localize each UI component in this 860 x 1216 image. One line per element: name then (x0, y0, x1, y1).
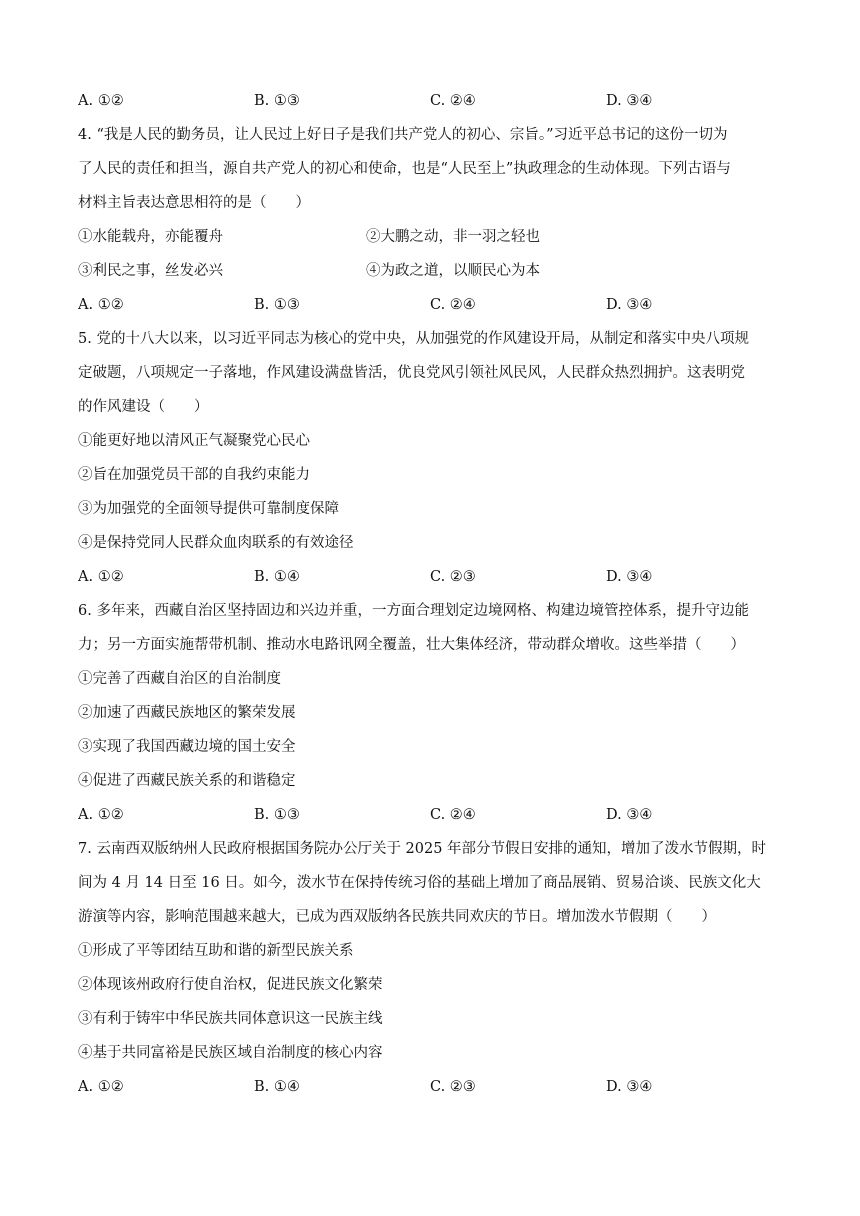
q7-item-2: ②体现该州政府行使自治权，促进民族文化繁荣 (78, 977, 383, 993)
q6-options (78, 798, 784, 832)
q3-option-c[interactable]: C. ②④ (430, 93, 476, 109)
q7-stem-line-1: 7. 云南西双版纳州人民政府根据国务院办公厅关于 2025 年部分节假日安排的通知，增加了泼水节假期，时 (78, 841, 767, 857)
q7-option-d[interactable]: D. ③④ (606, 1079, 653, 1095)
q5-item-2: ②旨在加强党员干部的自我约束能力 (78, 467, 310, 483)
q5-stem-line-2: 定破题，八项规定一子落地，作风建设满盘皆活，优良党风引领社风民风，人民群众热烈拥护。这表明党 (78, 365, 745, 381)
q6-option-b[interactable]: B. ①③ (254, 807, 300, 823)
q5-item-4: ④是保持党同人民群众血肉联系的有效途径 (78, 535, 354, 551)
q6-option-d[interactable]: D. ③④ (606, 807, 653, 823)
q7-item-4: ④基于共同富裕是民族区域自治制度的核心内容 (78, 1045, 383, 1061)
q6-stem-line-2: 力；另一方面实施帮带机制、推动水电路讯网全覆盖，壮大集体经济，带动群众增收。这些举措（ ） (78, 637, 745, 653)
question-5 (78, 322, 784, 594)
q7-item-1: ①形成了平等团结互助和谐的新型民族关系 (78, 943, 354, 959)
q4-stem-line-3: 材料主旨表达意思相符的是（ ） (78, 195, 310, 211)
q7-option-b[interactable]: B. ①④ (254, 1079, 300, 1095)
q4-stem-line-2: 了人民的责任和担当，源自共产党人的初心和使命，也是“人民至上”执政理念的生动体现。下列古语与 (78, 161, 731, 177)
exam-page (78, 84, 784, 1104)
q7-option-c[interactable]: C. ②③ (430, 1079, 476, 1095)
q4-option-a[interactable]: A. ①② (78, 297, 124, 313)
q4-items-row-2 (78, 254, 784, 288)
q6-item-3: ③实现了我国西藏边境的国土安全 (78, 739, 296, 755)
q3-option-a[interactable]: A. ①② (78, 93, 124, 109)
q5-stem-line-3: 的作风建设（ ） (78, 399, 209, 415)
q5-item-1: ①能更好地以清风正气凝聚党心民心 (78, 433, 310, 449)
q6-stem-line-1: 6. 多年来，西藏自治区坚持固边和兴边并重，一方面合理划定边境网格、构建边境管控体系，提升守边能 (78, 603, 749, 619)
q4-items-row-1 (78, 220, 784, 254)
q7-stem-line-2: 间为 4 月 14 日至 16 日。如今，泼水节在保持传统习俗的基础上增加了商品展销、贸易洽谈、民族文化大 (78, 875, 761, 891)
q4-option-b[interactable]: B. ①③ (254, 297, 300, 313)
q4-option-d[interactable]: D. ③④ (606, 297, 653, 313)
q3-option-b[interactable]: B. ①③ (254, 93, 300, 109)
q3-options (78, 84, 784, 118)
q5-options (78, 560, 784, 594)
q6-option-c[interactable]: C. ②④ (430, 807, 476, 823)
q7-item-3: ③有利于铸牢中华民族共同体意识这一民族主线 (78, 1011, 383, 1027)
q7-stem-line-3: 游演等内容，影响范围越来越大，已成为西双版纳各民族共同欢庆的节日。增加泼水节假期（ ） (78, 909, 716, 925)
question-6 (78, 594, 784, 832)
q6-item-2: ②加速了西藏民族地区的繁荣发展 (78, 705, 296, 721)
q5-option-b[interactable]: B. ①④ (254, 569, 300, 585)
q3-option-d[interactable]: D. ③④ (606, 93, 653, 109)
q4-stem-line-1: 4. “我是人民的勤务员，让人民过上好日子是我们共产党人的初心、宗旨。”习近平总书记的这份一切为 (78, 127, 728, 143)
q6-option-a[interactable]: A. ①② (78, 807, 124, 823)
q4-item-4: ④为政之道，以顺民心为本 (366, 263, 540, 279)
q4-option-c[interactable]: C. ②④ (430, 297, 476, 313)
q7-option-a[interactable]: A. ①② (78, 1079, 124, 1095)
q5-item-3: ③为加强党的全面领导提供可靠制度保障 (78, 501, 339, 517)
question-7 (78, 832, 784, 1104)
q4-item-3: ③利民之事，丝发必兴 (78, 263, 223, 279)
q7-options (78, 1070, 784, 1104)
q4-options (78, 288, 784, 322)
question-4 (78, 118, 784, 322)
q5-option-a[interactable]: A. ①② (78, 569, 124, 585)
q5-option-c[interactable]: C. ②③ (430, 569, 476, 585)
q4-item-2: ②大鹏之动，非一羽之轻也 (366, 229, 540, 245)
q5-option-d[interactable]: D. ③④ (606, 569, 653, 585)
q5-stem-line-1: 5. 党的十八大以来，以习近平同志为核心的党中央，从加强党的作风建设开局，从制定和落实中央八项规 (78, 331, 749, 347)
q6-item-4: ④促进了西藏民族关系的和谐稳定 (78, 773, 296, 789)
q4-item-1: ①水能载舟，亦能覆舟 (78, 229, 223, 245)
q6-item-1: ①完善了西藏自治区的自治制度 (78, 671, 281, 687)
